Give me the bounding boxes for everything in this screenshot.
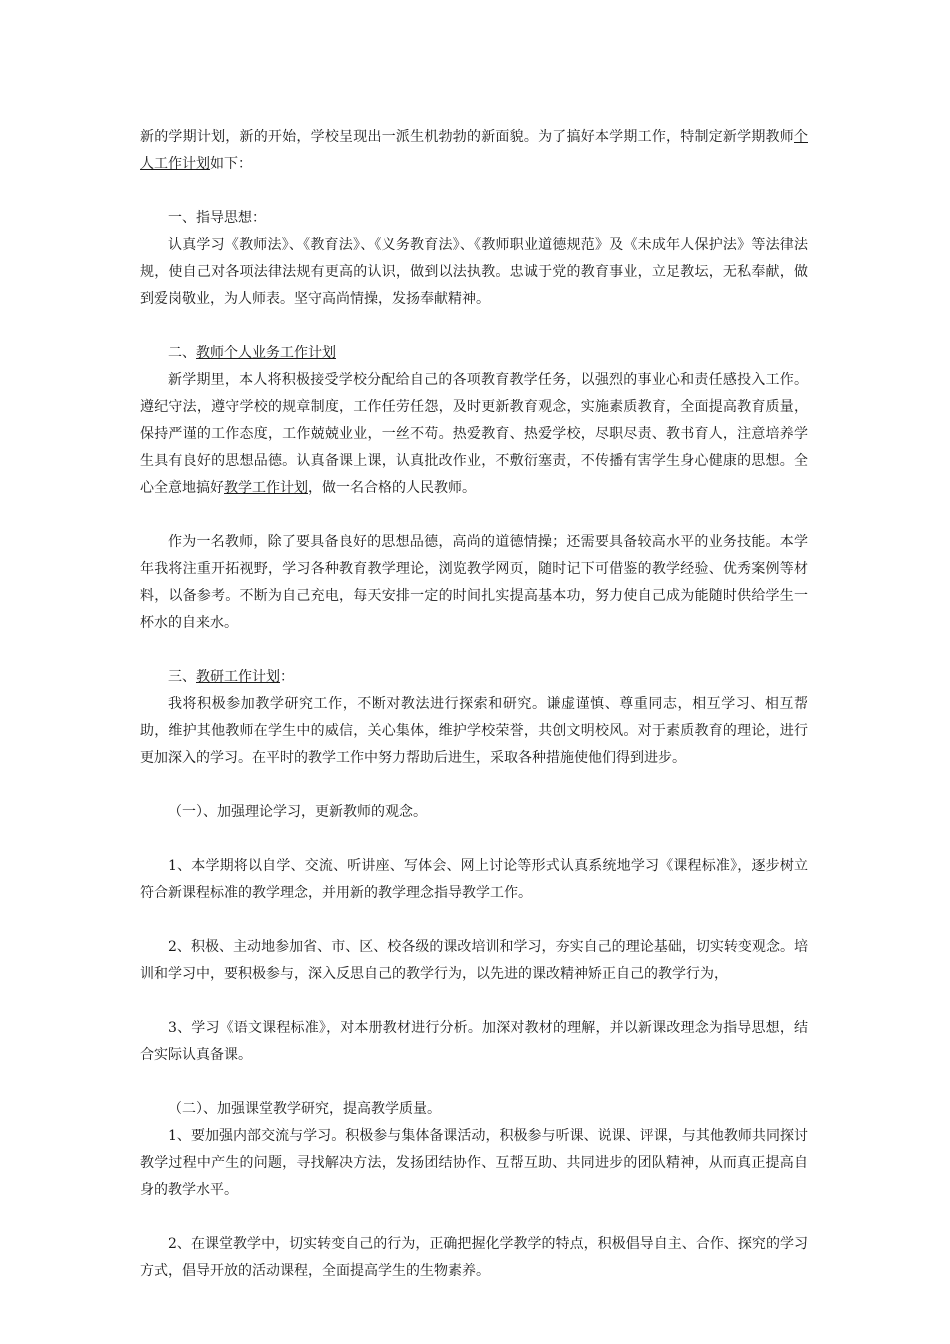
intro-paragraph — [140, 124, 808, 178]
section-3-suffix: ： — [280, 669, 294, 685]
section-2-tail: ，做一名合格的人民教师。 — [308, 480, 476, 496]
subsection-2-heading: （二）、加强课堂教学研究，提高教学质量。 — [168, 1101, 441, 1117]
subsection-2-item-1: 1、要加强内部交流与学习。积极参与集体备课活动，积极参与听课、说课、评课，与其他教师共同探讨教学过程中产生的问题，寻找解决方法，发扬团结协作、互帮互助、共同进步的团队精神，从而真正提高自身的教学水平。 — [140, 1128, 808, 1198]
section-2-text: 新学期里，本人将积极接受学校分配给自己的各项教育教学任务，以强烈的事业心和责任感投入工作。遵纪守法，遵守学校的规章制度，工作任劳任怨，及时更新教育观念，实施素质教育，全面提高教育质量，保持严谨的工作态度，工作兢兢业业，一丝不苟。热爱教育、热爱学校，尽职尽责、教书育人，注意培养学生具有良好的思想品德。认真备课上课，认真批改作业，不敷衍塞责，不传播有害学生身心健康的思想。全心全意地搞好 — [140, 372, 808, 496]
section-3-body: 我将积极参加教学研究工作，不断对教法进行探索和研究。谦虚谨慎、尊重同志，相互学习、相互帮助，维护其他教师在学生中的威信，关心集体，维护学校荣誉，共创文明校风。对于素质教育的理论，进行更加深入的学习。在平时的教学工作中努力帮助后进生，采取各种措施使他们得到进步。 — [140, 696, 808, 766]
section-1-heading: 一、指导思想： — [168, 210, 266, 226]
section-2-paragraph-2: 作为一名教师，除了要具备良好的思想品德，高尚的道德情操；还需要具备较高水平的业务技能。本学年我将注重开拓视野，学习各种教育教学理论，浏览教学网页，随时记下可借鉴的教学经验、优秀案例等材料，以备参考。不断为自己充电，每天安排一定的时间扎实提高基本功，努力使自己成为能随时供给学生一杯水的自来水。 — [140, 534, 808, 631]
section-3-prefix: 三、 — [168, 669, 196, 685]
subsection-2-item-2: 2、在课堂教学中，切实转变自己的行为，正确把握化学教学的特点，积极倡导自主、合作、探究的学习方式，倡导开放的活动课程，全面提高学生的生物素养。 — [140, 1236, 808, 1279]
section-1-body: 认真学习《教师法》、《教育法》、《义务教育法》、《教师职业道德规范》及《未成年人保护法》等法律法规，使自己对各项法律法规有更高的认识，做到以法执教。忠诚于党的教育事业，立足教坛，无私奉献，做到爱岗敬业，为人师表。坚守高尚情操，发扬奉献精神。 — [140, 237, 808, 307]
subsection-1-item-1: 1、本学期将以自学、交流、听讲座、写体会、网上讨论等形式认真系统地学习《课程标准》，逐步树立符合新课程标准的教学理念，并用新的教学理念指导教学工作。 — [140, 858, 808, 901]
teaching-work-plan-link[interactable]: 教学工作计划 — [224, 480, 308, 496]
section-2-body — [140, 367, 808, 502]
intro-text: 新的学期计划，新的开始，学校呈现出一派生机勃勃的新面貌。为了搞好本学期工作，特制定新学期教师 — [140, 129, 794, 145]
personal-work-plan-link[interactable]: 个人工作计划 — [140, 129, 808, 172]
section-2-prefix: 二、 — [168, 345, 196, 361]
teacher-business-plan-link[interactable]: 教师个人业务工作计划 — [196, 345, 336, 361]
research-work-plan-link[interactable]: 教研工作计划 — [196, 669, 280, 685]
subsection-1-item-2: 2、积极、主动地参加省、市、区、校各级的课改培训和学习，夯实自己的理论基础，切实转变观念。培训和学习中，要积极参与，深入反思自己的教学行为，以先进的课改精神矫正自己的教学行为， — [140, 939, 808, 982]
section-2-heading — [140, 340, 808, 367]
subsection-1-item-3: 3、学习《语文课程标准》，对本册教材进行分析。加深对教材的理解，并以新课改理念为指导思想，结合实际认真备课。 — [140, 1020, 808, 1063]
intro-tail: 如下： — [210, 156, 252, 172]
document-page — [140, 124, 808, 1285]
subsection-1-heading: （一）、加强理论学习，更新教师的观念。 — [168, 804, 427, 820]
section-3-heading — [140, 664, 808, 691]
